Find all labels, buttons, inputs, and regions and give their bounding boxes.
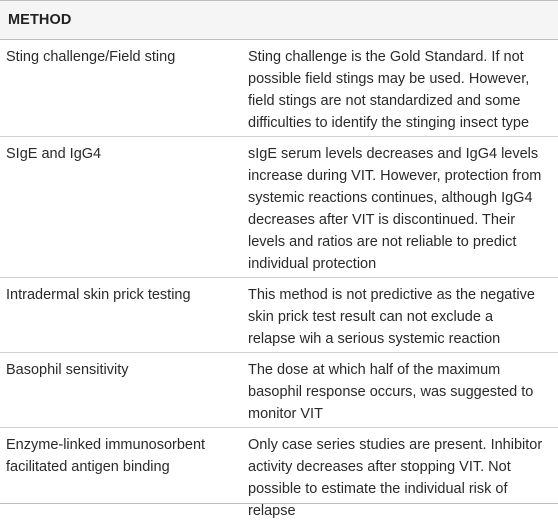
method-text: Basophil sensitivity [6,362,129,378]
description-cell [248,359,554,425]
description-line: basophil response occurs, was suggested to [248,384,534,400]
method-cell [6,46,238,68]
method-cell [6,284,238,306]
description-line: sIgE serum levels decreases and IgG4 levels [248,146,539,162]
method-text: Enzyme-linked immunosorbent [6,437,206,453]
table-header [0,0,558,40]
table-row [0,353,558,428]
description-line: individual protection [248,256,377,272]
table-row [0,137,558,278]
description-line: levels and ratios are not reliable to predict [248,234,517,250]
description-line: systemic reactions continues, although IgG4 [248,190,533,206]
method-text: Sting challenge/Field sting [6,49,176,65]
description-line: monitor VIT [248,406,323,422]
method-cell [6,143,238,165]
description-line: Sting challenge is the Gold Standard. If not [248,49,524,65]
table-row [0,278,558,353]
description-cell [248,143,554,275]
description-line: skin prick test result can not exclude a [248,309,494,325]
header-method-label: METHOD [8,12,72,28]
table-row [0,40,558,137]
method-cell [6,359,238,381]
method-cell [6,434,238,478]
description-line: increase during VIT. However, protection from [248,168,542,184]
description-line: decreases after VIT is discontinued. Their [248,212,516,228]
description-cell [248,434,554,522]
description-line: difficulties to identify the stinging insect type [248,115,530,131]
description-line: Only case series studies are present. Inhibitor [248,437,543,453]
method-text: facilitated antigen binding [6,459,170,475]
description-line: possible field stings may be used. However, [248,71,530,87]
description-line: activity decreases after stopping VIT. Not [248,459,511,475]
description-line: possible to estimate the individual risk of [248,481,508,497]
method-text: Intradermal skin prick testing [6,287,191,303]
table-row [0,428,558,519]
description-line: The dose at which half of the maximum [248,362,501,378]
method-text: SIgE and IgG4 [6,146,102,162]
description-line: This method is not predictive as the negative [248,287,535,303]
description-line: field stings are not standardized and some [248,93,521,109]
description-line: relapse [248,503,296,519]
description-cell [248,46,554,134]
description-cell [248,284,554,350]
description-line: relapse wih a serious systemic reaction [248,331,501,347]
